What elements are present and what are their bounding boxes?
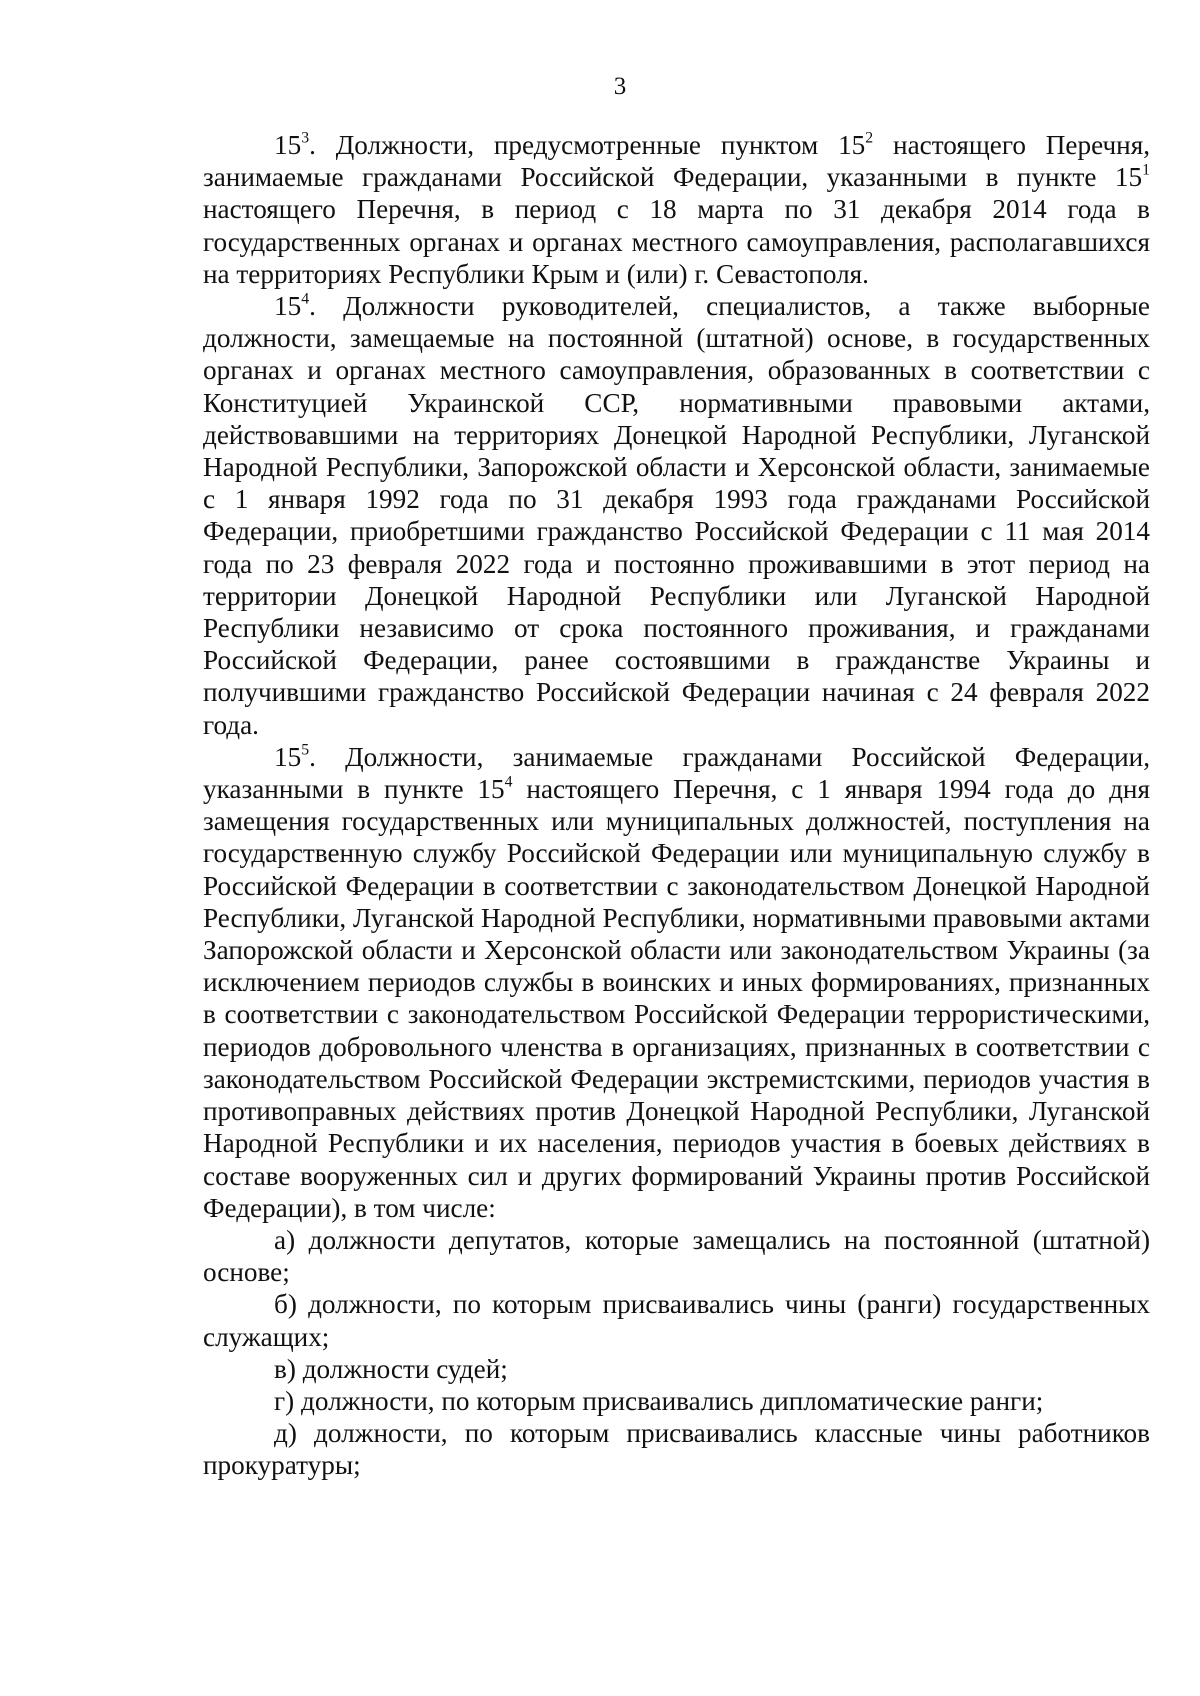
item-number-superscript: 3 <box>301 129 310 147</box>
reference-superscript: 1 <box>1142 161 1150 179</box>
list-item-g: г) должности, по которым присваивались дипломатические ранги; <box>274 1385 1044 1416</box>
list-item-a: а) должности депутатов, которые замещались на постоянной (штатной) основе; <box>203 1224 1150 1288</box>
item-number-superscript: 5 <box>301 741 310 759</box>
list-item-v: в) должности судей; <box>274 1353 508 1384</box>
paragraph-15-5 <box>203 741 1150 1224</box>
item-number-base: 15 <box>274 130 302 160</box>
page-number: 3 <box>613 73 627 100</box>
document-body <box>203 129 1150 1482</box>
reference-superscript: 2 <box>865 129 874 147</box>
paragraph-text: настоящего Перечня, с 1 января 1994 года до дня замещения государственных или муниципальных должностей, поступления на государственную службу Российской Федерации или муниципальную службу в Российской Федерации в соответствии с законодательством Донецкой Народной Республики, Луганской Народной Республики, нормативными правовыми актами Запорожской области и Херсонской области или законодательством Украины (за исключением периодов службы в воинских и иных формированиях, признанных в соответствии с законодательством Российской Федерации террористическими, периодов добровольного членства в организациях, признанных в соответствии с законодательством Российской Федерации экстремистскими, периодов участия в противоправных действиях против Донецкой Народной Республики, Луганской Народной Республики и их населения, периодов участия в боевых действиях в составе вооруженных сил и других формирований Украины против Российской Федерации), в том числе: <box>203 774 1150 1223</box>
item-number <box>274 130 309 160</box>
list-item-d: д) должности, по которым присваивались классные чины работников прокуратуры; <box>203 1418 1150 1481</box>
paragraph-text: . Должности руководителей, специалистов, а также выборные должности, замещаемые на постоянной (штатной) основе, в государственных органах и органах местного самоуправления, образованных в соответствии с Конституцией Украинской ССР, нормативными правовыми актами, действовавшими на территориях Донецкой Народной Республики, Луганской Народной Республики, Запорожской области и Херсонской области, занимаемые с 1 января 1992 года по 31 декабря 1993 года гражданами Российской Федерации, приобретшими гражданство Российской Федерации с 11 мая 2014 года по 23 февраля 2022 года и постоянно проживавшими в этот период на территории Донецкой Народной Республики или Луганской Народной Республики независимо от срока постоянного проживания, и гражданами Российской Федерации, ранее состоявшими в гражданстве Украины и получившими гражданство Российской Федерации начиная с 24 февраля 2022 года. <box>203 291 1150 740</box>
paragraph-text: настоящего Перечня, занимаемые гражданами Российской Федерации, указанными в пункте 15 <box>203 130 1150 193</box>
item-number-base: 15 <box>274 741 302 772</box>
list-item-b: б) должности, по которым присваивались чины (ранги) государственных служащих; <box>203 1289 1150 1352</box>
paragraph-15-4 <box>203 290 1150 741</box>
paragraph-text: . Должности, предусмотренные пунктом 15 <box>309 130 866 160</box>
paragraph-15-3 <box>203 129 1150 290</box>
paragraph-text: настоящего Перечня, в период с 18 марта по 31 декабря 2014 года в государственных органах и органах местного самоуправления, располагавшихся на территориях Республики Крым и (или) г. Севастополя. <box>203 194 1150 289</box>
item-number <box>274 742 309 772</box>
item-number-superscript: 4 <box>301 290 310 308</box>
reference-superscript: 4 <box>504 773 513 791</box>
item-number-base: 15 <box>274 291 302 322</box>
paragraph-text: . Должности, занимаемые гражданами Российской Федерации, указанными в пункте 15 <box>203 741 1150 805</box>
item-number <box>274 291 309 321</box>
